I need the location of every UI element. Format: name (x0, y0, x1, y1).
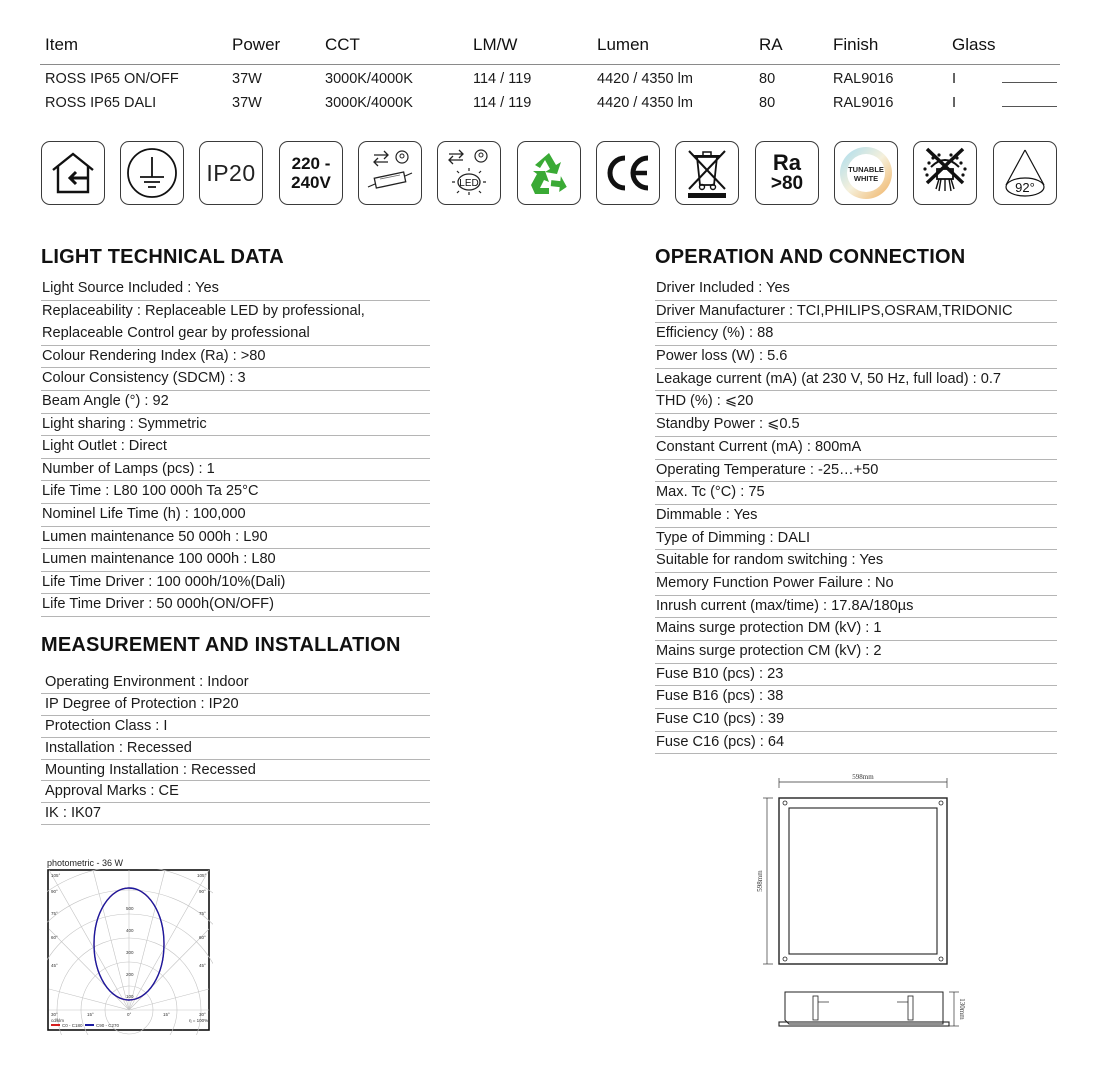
operation-title: OPERATION AND CONNECTION (655, 246, 966, 268)
header-finish: Finish (833, 35, 879, 54)
operation-list (655, 278, 1057, 754)
beam-angle-icon (993, 141, 1057, 205)
photometric-title: photometric - 36 W (47, 858, 124, 868)
cell-power: 37W (232, 95, 262, 111)
width-dimension: 598mm (852, 773, 874, 781)
header-lumen: Lumen (597, 35, 649, 54)
angle-label: 15° (87, 1012, 94, 1017)
radial-label: 500 (126, 906, 134, 911)
list-item: Efficiency (%) : 88 (655, 323, 1057, 346)
cell-power: 37W (232, 71, 262, 87)
header-item: Item (45, 35, 79, 54)
list-item: IK : IK07 (41, 803, 430, 825)
header-lmw: LM/W (473, 35, 518, 54)
list-item: Protection Class : I (41, 716, 430, 738)
light-technical-list (41, 278, 430, 617)
ra-index-icon (755, 141, 819, 205)
cell-ra: 80 (759, 95, 776, 111)
legend-c90: C90 - C270 (96, 1023, 120, 1028)
header-power: Power (232, 35, 281, 54)
list-item: Beam Angle (°) : 92 (41, 391, 430, 414)
unit-label: cd/klm (51, 1018, 65, 1023)
cell-glass: I (952, 71, 957, 87)
glass-blank-line (1002, 106, 1057, 107)
recycle-icon (517, 141, 581, 205)
polar-chart (47, 869, 213, 1035)
list-item: Fuse B10 (pcs) : 23 (655, 664, 1057, 687)
voltage-icon (279, 141, 343, 205)
panel-drawing (755, 770, 975, 1040)
list-item: Operating Temperature : -25…+50 (655, 460, 1057, 483)
photometric-diagram (47, 858, 215, 1036)
led-label: LED (459, 178, 479, 189)
external-driver-icon (358, 141, 422, 205)
list-item: Colour Rendering Index (Ra) : >80 (41, 346, 430, 369)
list-item: Driver Included : Yes (655, 278, 1057, 301)
list-item: Life Time Driver : 100 000h/10%(Dali) (41, 572, 430, 595)
weee-bin-icon (675, 141, 739, 205)
header-cct: CCT (325, 35, 360, 54)
list-item: Constant Current (mA) : 800mA (655, 437, 1057, 460)
cell-finish: RAL9016 (833, 71, 894, 87)
list-item: Fuse C10 (pcs) : 39 (655, 709, 1057, 732)
earth-ground-icon (120, 141, 184, 205)
list-item: Fuse C16 (pcs) : 64 (655, 732, 1057, 755)
technical-drawing (755, 770, 975, 1040)
header-glass: Glass (952, 35, 996, 54)
list-item: Power loss (W) : 5.6 (655, 346, 1057, 369)
list-item: Light sharing : Symmetric (41, 414, 430, 437)
list-item: Leakage current (mA) (at 230 V, 50 Hz, full load) : 0.7 (655, 369, 1057, 392)
cell-cct: 3000K/4000K (325, 95, 413, 111)
list-item: Mains surge protection DM (kV) : 1 (655, 618, 1057, 641)
measurement-list (41, 672, 430, 825)
list-item: Type of Dimming : DALI (655, 528, 1057, 551)
list-item: Nominel Life Time (h) : 100,000 (41, 504, 430, 527)
beam-angle-label: 92° (1015, 180, 1035, 195)
voltage-line2: 240V (291, 173, 331, 192)
list-item: Lumen maintenance 100 000h : L80 (41, 549, 430, 572)
list-item: Fuse B16 (pcs) : 38 (655, 686, 1057, 709)
ra-line1: Ra (772, 150, 802, 175)
ip-rating-icon (199, 141, 263, 205)
list-item: Installation : Recessed (41, 738, 430, 760)
depth-dimension: 130mm (958, 998, 966, 1020)
cell-item: ROSS IP65 ON/OFF (45, 71, 179, 87)
table-row (40, 65, 1060, 89)
list-item: Life Time : L80 100 000h Ta 25°C (41, 481, 430, 504)
cell-cct: 3000K/4000K (325, 71, 413, 87)
radial-label: 100 (126, 994, 134, 999)
height-dimension: 598mm (756, 870, 764, 892)
list-item: Lumen maintenance 50 000h : L90 (41, 527, 430, 550)
list-item: Life Time Driver : 50 000h(ON/OFF) (41, 594, 430, 617)
angle-label: 105° (51, 873, 61, 878)
cell-finish: RAL9016 (833, 95, 894, 111)
ip-rating-label: IP20 (206, 159, 256, 186)
angle-label: 30° (51, 1012, 58, 1017)
cell-lmw: 114 / 119 (473, 95, 532, 111)
legend-c0: C0 - C180 (62, 1023, 83, 1028)
list-item: Number of Lamps (pcs) : 1 (41, 459, 430, 482)
tunable-white-icon (834, 141, 898, 205)
cell-lmw: 114 / 119 (473, 71, 532, 87)
radial-label: 200 (126, 972, 134, 977)
tunable-line2: WHITE (853, 174, 879, 183)
led-driver-icon (437, 141, 501, 205)
product-table-header (40, 32, 1060, 65)
ra-line2: >80 (770, 173, 804, 194)
eta-label: η = 100% (189, 1018, 209, 1023)
angle-label: 75° (199, 911, 206, 916)
measurement-title: MEASUREMENT AND INSTALLATION (41, 634, 401, 656)
list-item: Max. Tc (°C) : 75 (655, 482, 1057, 505)
list-item: Inrush current (max/time) : 17.8A/180µs (655, 596, 1057, 619)
angle-label: 90° (51, 889, 58, 894)
list-item: Operating Environment : Indoor (41, 672, 430, 694)
icon-row (41, 141, 1061, 209)
list-item: Mounting Installation : Recessed (41, 760, 430, 782)
list-item: THD (%) : ⩽20 (655, 391, 1057, 414)
list-item: Light Outlet : Direct (41, 436, 430, 459)
voltage-line1: 220 - (291, 154, 331, 173)
tunable-line1: TUNABLE (848, 165, 884, 174)
list-item: Suitable for random switching : Yes (655, 550, 1057, 573)
list-item: Mains surge protection CM (kV) : 2 (655, 641, 1057, 664)
angle-label: 90° (199, 889, 206, 894)
cell-glass: I (952, 95, 957, 111)
list-item: Light Source Included : Yes (41, 278, 430, 301)
angle-label: 45° (51, 963, 58, 968)
cell-item: ROSS IP65 DALI (45, 95, 157, 111)
glass-blank-line (1002, 82, 1057, 83)
list-item: IP Degree of Protection : IP20 (41, 694, 430, 716)
radial-label: 300 (126, 950, 134, 955)
angle-label: 30° (199, 1012, 206, 1017)
angle-label: 60° (51, 935, 58, 940)
list-item: Colour Consistency (SDCM) : 3 (41, 368, 430, 391)
angle-label: 60° (199, 935, 206, 940)
angle-label: 45° (199, 963, 206, 968)
angle-label: 15° (163, 1012, 170, 1017)
header-ra: RA (759, 35, 783, 54)
list-item: Dimmable : Yes (655, 505, 1057, 528)
indoor-house-icon (41, 141, 105, 205)
cell-ra: 80 (759, 71, 776, 87)
table-row (40, 89, 1060, 113)
no-covering-icon (913, 141, 977, 205)
list-item: Standby Power : ⩽0.5 (655, 414, 1057, 437)
list-item: Memory Function Power Failure : No (655, 573, 1057, 596)
cell-lumen: 4420 / 4350 lm (597, 71, 693, 87)
angle-label: 105° (197, 873, 207, 878)
list-item: Replaceable Control gear by professional (41, 323, 430, 346)
list-item: Replaceability : Replaceable LED by professional, (42, 302, 365, 319)
cell-lumen: 4420 / 4350 lm (597, 95, 693, 111)
angle-label: 75° (51, 911, 58, 916)
list-item: Driver Manufacturer : TCI,PHILIPS,OSRAM,TRIDONIC (655, 301, 1057, 324)
radial-label: 400 (126, 928, 134, 933)
product-table (40, 32, 1060, 113)
light-technical-title: LIGHT TECHNICAL DATA (41, 246, 284, 268)
list-item: Approval Marks : CE (41, 781, 430, 803)
angle-label: 0° (127, 1012, 132, 1017)
ce-mark-icon (596, 141, 660, 205)
